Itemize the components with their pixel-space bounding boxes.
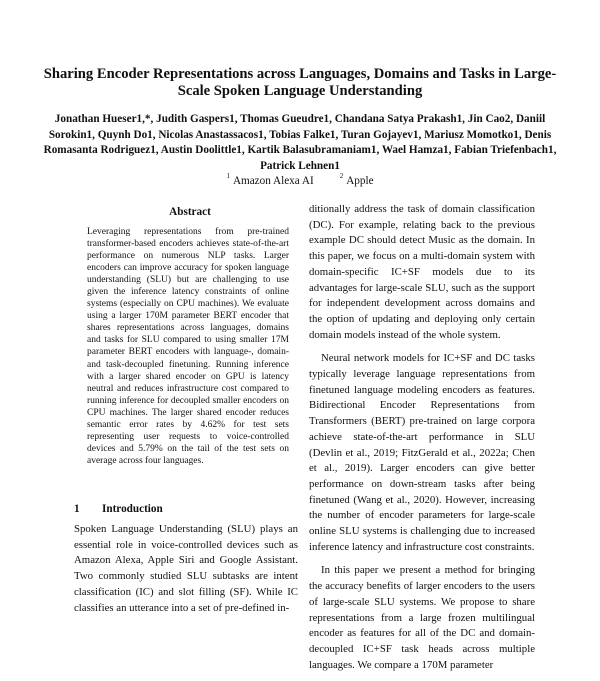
body-paragraph-1: ditionally address the task of domain classification (DC). For example, relating back to the previous example DC should detect Music as the domain. In this paper, we focus on a multi-domain system with domain-specific IC+SF models due to its advantages for large-scale SLU, such as the support for independent development across domains and the option of updating and deploying only certain domain models instead of the whole system. [309,203,535,341]
section-number: 1 [74,503,80,515]
body-paragraph-2: Neural network models for IC+SF and DC tasks typically leverage language representations from finetuned language modeling encoders as features. Bidirectional Encoder Representations from Transformers (BERT) pre-trained on large corpora achieve state-of-the-art performance in SLU (Devlin et al., 2019; FitzGerald et al., 2022a; Chen et al., 2019). Larger encoders can give better performance on down-stream tasks after being finetuned (Wang et al., 2020). However, increasing the number of encoder parameters for large-scale online SLU systems is challenging due to increased inference latency and infrastructure cost constraints. [309,352,535,553]
affiliation-mark-1: 1 [226,172,230,180]
paper-title: Sharing Encoder Representations across Languages, Domains and Tasks in Large-Scale Spoken Language Understanding [43,66,557,99]
intro-paragraph: Spoken Language Understanding (SLU) plays an essential role in voice-controlled devices such as Amazon Alexa, Apple Siri and Google Assistant. Two commonly studied SLU subtasks are intent classification (IC) and slot filling (SF). While IC classifies an utterance into a set of pre-defined in- [74,523,298,614]
affiliation-mark-2: 2 [339,172,344,180]
affiliations [40,170,560,188]
body-paragraph-3: In this paper we present a method for bringing the accuracy benefits of larger encoders to the users of large-scale SLU systems. We propose to share representations from a large frozen multilingual encoder as features for all of the DC and domain-decoupled IC+SF task heads across multiple languages. We compare a 170M parameter [309,564,535,671]
section-title: Introduction [102,503,163,515]
author-list: Jonathan Hueser1,*, Judith Gaspers1, Thomas Gueudre1, Chandana Satya Prakash1, Jin Cao2, Daniil Sorokin1, Quynh Do1, Nicolas Anastassacos1, Tobias Falke1, Turan Gojayev1, Mariusz Momotko1, Denis Romasanta Rodriguez1, Austin Doolittle1, Kartik Balasubramaniam1, Wael Hamza1, Fabian Triefenbach1, Patrick Lehnen1 [43,113,557,172]
affiliation-1: Amazon Alexa AI [232,175,314,187]
intro-text [74,522,298,616]
section-heading [74,503,314,515]
right-column [309,202,535,681]
abstract-heading: Abstract [169,206,211,218]
abstract-text: Leveraging representations from pre-trained transformer-based encoders achieves state-of-the-art performance on numerous NLP tasks. Larger encoders can improve accuracy for spoken language understanding (SLU) but are challenging to use given the inference latency constraints of online systems (especially on CPU machines). We evaluate using a larger 170M parameter BERT encoder that shares representations across languages, domains and tasks for SLU compared to using smaller 17M parameter BERT encoders with language-, domain- and task-decoupled finetuning. Running inference with a larger shared encoder on GPU is latency neutral and reduces infrastructure cost compared to running inference for decoupled smaller encoders on CPU machines. The larger shared encoder reduces semantic error rates by 4.62% for test sets representing user requests to voice-controlled devices and 5.79% on the tail of the test sets on average across four languages. [87,227,289,466]
affiliation-2: Apple [346,175,374,187]
